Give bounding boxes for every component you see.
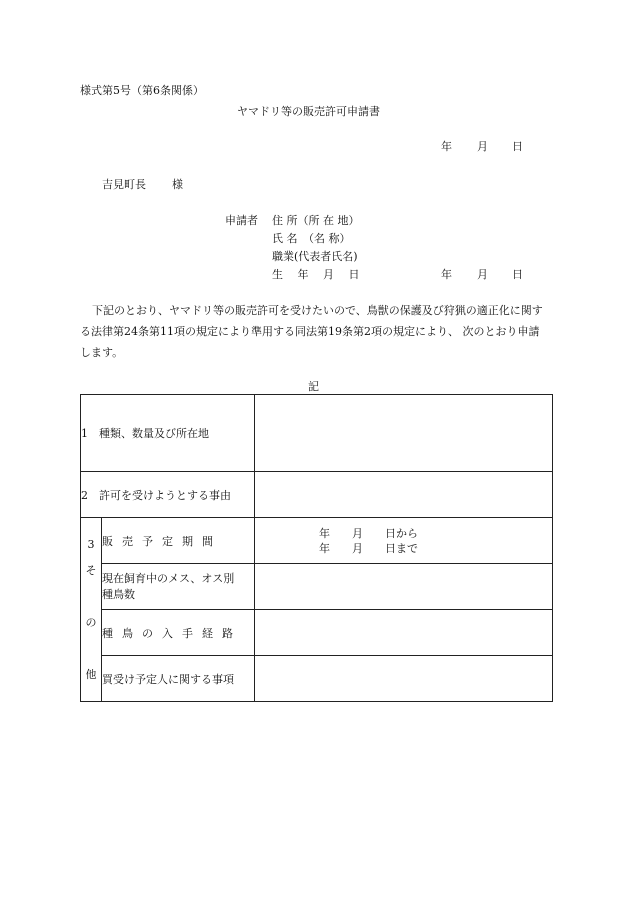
sales-from: 年 月 日から	[319, 526, 418, 540]
sales-period-label: 販売予定期間	[102, 518, 255, 564]
applicant-address: 住 所（所 在 地）	[272, 214, 360, 227]
buyer-value	[255, 656, 553, 702]
sales-to: 年 月 日まで	[319, 541, 418, 555]
row3-vertical-label	[81, 518, 102, 702]
row2-label: 2 許可を受けようとする事由	[81, 472, 255, 518]
row3-char-ta: 他	[85, 667, 97, 681]
acquisition-route-value	[255, 610, 553, 656]
row2-value-cell	[255, 472, 553, 518]
table-row	[81, 656, 553, 702]
row3-char-so: そ	[85, 563, 97, 577]
breeding-count-label	[102, 564, 255, 610]
applicant-label: 申請者	[225, 214, 258, 227]
ki-heading: 記	[308, 380, 319, 393]
applicant-occupation: 職業(代表者氏名)	[272, 250, 358, 263]
breeding-count-label-line2: 種鳥数	[102, 587, 135, 601]
row1-label: 1 種類、数量及び所在地	[81, 395, 255, 472]
table-row	[81, 395, 553, 472]
table-row	[81, 564, 553, 610]
row1-value-cell	[255, 395, 553, 472]
table-row	[81, 518, 553, 564]
table-row	[81, 472, 553, 518]
birth-day: 日	[512, 268, 523, 281]
addressee-name: 吉見町長	[102, 178, 146, 191]
breeding-count-label-line1: 現在飼育中のメス、オス別	[102, 571, 235, 585]
birth-year: 年	[441, 268, 452, 281]
addressee-honorific: 様	[172, 178, 183, 191]
breeding-count-value	[255, 564, 553, 610]
sales-period-value	[255, 518, 553, 564]
application-table	[80, 394, 553, 702]
row3-number: 3	[87, 537, 95, 551]
date-day: 日	[512, 140, 523, 153]
acquisition-route-label: 種鳥の入手経路	[102, 610, 255, 656]
applicant-birth-label: 生 年 月 日	[272, 268, 360, 281]
date-month: 月	[477, 140, 488, 153]
applicant-name: 氏 名 （名 称）	[272, 232, 351, 245]
buyer-label: 買受け予定人に関する事項	[102, 656, 255, 702]
date-year: 年	[441, 140, 452, 153]
row3-char-no: の	[85, 615, 97, 629]
form-number: 様式第5号（第6条関係）	[80, 84, 204, 97]
document-title: ヤマドリ等の販売許可申請書	[237, 105, 380, 118]
body-paragraph: 下記のとおり、ヤマドリ等の販売許可を受けたいので、鳥獣の保護及び狩猟の適正化に関する法律第24条第11項の規定により準用する同法第19条第2項の規定により、 次のとおり申請します。	[80, 304, 543, 359]
birth-month: 月	[477, 268, 488, 281]
table-row	[81, 610, 553, 656]
